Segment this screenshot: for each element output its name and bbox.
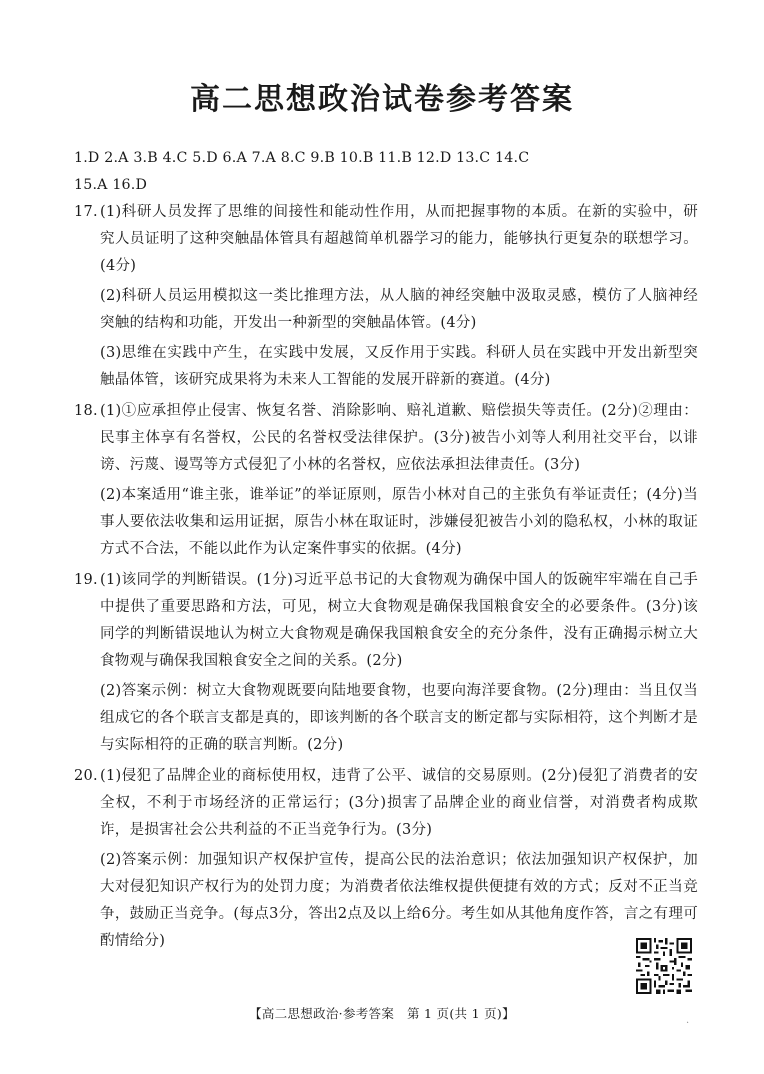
answer-paragraph: (2)科研人员运用模拟这一类比推理方法，从人脑的神经突触中汲取灵感，模仿了人脑神经突触的结构和功能，开发出一种新型的突触晶体管。(4分) xyxy=(100,288,698,331)
mc-row: 1.D 2.A 3.B 4.C 5.D 6.A 7.A 8.C 9.B 10.B 11.B 12.D 13.C 14.C xyxy=(74,150,530,166)
answer-paragraph: (2)答案示例：加强知识产权保护宣传，提高公民的法治意识；依法加强知识产权保护，加大对侵犯知识产权行为的处罚力度；为消费者依法维权提供便捷有效的方式；反对不正当竞争，鼓励正当竞争。(每点3分，答出2点及以上给6分。考生如从其他角度作答，言之有理可酌情给分) xyxy=(100,852,698,949)
answer-paragraph: (2)本案适用“谁主张，谁举证”的举证原则，原告小林对自己的主张负有举证责任；(4分)当事人要依法收集和运用证据，原告小林在取证时，涉嫌侵犯被告小刘的隐私权，小林的取证方式不合法，不能以此作为认定案件事实的依据。(4分) xyxy=(100,487,698,557)
answer-body xyxy=(74,199,698,959)
question-20 xyxy=(74,763,698,955)
page-title: 高二思想政治试卷参考答案 xyxy=(190,82,574,117)
page-footer: 【高二思想政治·参考答案 第 1 页(共 1 页)】 xyxy=(249,1006,515,1021)
answer-paragraph: (1)该同学的判断错误。(1分)习近平总书记的大食物观为确保中国人的饭碗牢牢端在自己手中提供了重要思路和方法，可见，树立大食物观是确保我国粮食安全的必要条件。(3分)该同学的判断错误地认为树立大食物观是确保我国粮食安全的充分条件，没有正确揭示树立大食物观与确保我国粮食安全之间的关系。(2分) xyxy=(100,572,698,669)
question-number: 18. xyxy=(74,403,98,419)
answer-paragraph: (1)科研人员发挥了思维的间接性和能动性作用，从而把握事物的本质。在新的实验中，研究人员证明了这种突触晶体管具有超越简单机器学习的能力，能够执行更复杂的联想学习。(4分) xyxy=(100,204,698,274)
question-number: 20. xyxy=(74,768,98,784)
question-number: 17. xyxy=(74,204,98,220)
question-18 xyxy=(74,398,698,563)
corner-mark: · xyxy=(686,1018,690,1029)
mc-row: 15.A 16.D xyxy=(74,177,148,193)
question-19 xyxy=(74,567,698,759)
answer-paragraph: (2)答案示例：树立大食物观既要向陆地要食物，也要向海洋要食物。(2分)理由：当且仅当组成它的各个联言支都是真的，即该判断的各个联言支的断定都与实际相符，这个判断才是与实际相符的正确的联言判断。(2分) xyxy=(100,683,698,753)
question-number: 19. xyxy=(74,572,98,588)
qr-code-icon xyxy=(636,938,692,994)
multiple-choice-answers xyxy=(74,145,694,199)
answer-paragraph: (1)侵犯了品牌企业的商标使用权，违背了公平、诚信的交易原则。(2分)侵犯了消费者的安全权，不利于市场经济的正常运行；(3分)损害了品牌企业的商业信誉，对消费者构成欺诈，是损害社会公共利益的不正当竞争行为。(3分) xyxy=(100,768,698,838)
answer-paragraph: (3)思维在实践中产生，在实践中发展，又反作用于实践。科研人员在实践中开发出新型突触晶体管，该研究成果将为未来人工智能的发展开辟新的赛道。(4分) xyxy=(100,345,698,388)
answer-paragraph: (1)①应承担停止侵害、恢复名誉、消除影响、赔礼道歉、赔偿损失等责任。(2分)②理由：民事主体享有名誉权，公民的名誉权受法律保护。(3分)被告小刘等人利用社交平台，以诽谤、污蔑、谩骂等方式侵犯了小林的名誉权，应依法承担法律责任。(3分) xyxy=(100,403,698,473)
question-17 xyxy=(74,199,698,394)
